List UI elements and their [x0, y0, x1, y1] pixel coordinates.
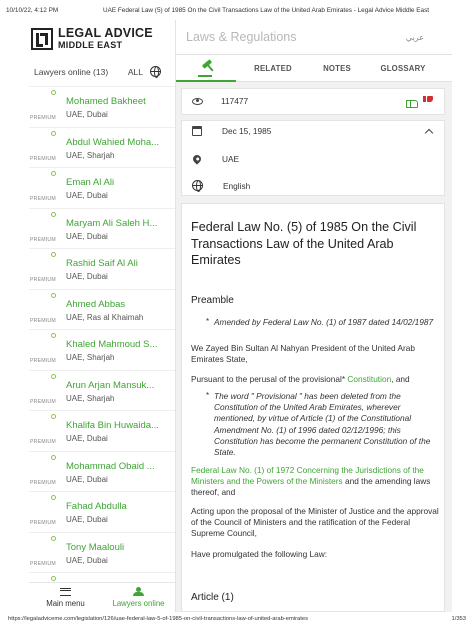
- gavel-base: [198, 75, 212, 77]
- lawyer-name[interactable]: Ahmed Abbas: [66, 298, 126, 310]
- lawyer-item[interactable]: [29, 209, 175, 250]
- lawyer-location: UAE, Sharjah: [66, 353, 115, 362]
- eye-icon: [192, 98, 203, 105]
- online-status-icon: [51, 252, 56, 257]
- lawyer-item[interactable]: [29, 168, 175, 209]
- lawyer-item[interactable]: [29, 371, 175, 412]
- lawyer-item[interactable]: [29, 411, 175, 452]
- thumbs-up-icon[interactable]: [406, 96, 416, 106]
- premium-badge: PREMIUM: [30, 277, 56, 283]
- lawyer-item[interactable]: [29, 87, 175, 128]
- lawyer-name[interactable]: Fahad Abdulla: [66, 501, 127, 512]
- lawyer-location: UAE, Dubai: [66, 474, 108, 484]
- page-title: Laws & Regulations: [186, 30, 297, 44]
- gavel-icon: [202, 59, 212, 68]
- print-title: UAE Federal Law (5) of 1985 On the Civil Transactions Law of the United Arab Emirates - Legal Advice Middle East: [102, 6, 430, 14]
- premium-badge: PREMIUM: [30, 236, 56, 243]
- law-language: English: [223, 180, 251, 191]
- lawyer-item[interactable]: [29, 452, 175, 493]
- law-country: UAE: [222, 154, 240, 164]
- online-status-icon: [51, 495, 56, 500]
- lawyer-name[interactable]: Khalifa Bin Huwaida...: [66, 420, 159, 431]
- online-status-icon: [51, 374, 56, 379]
- preamble-paragraph: Have promulgated the following Law:: [191, 549, 328, 559]
- person-icon: [133, 587, 144, 596]
- lawyer-name[interactable]: Abdul Wahied Moha...: [66, 136, 160, 148]
- lawyer-item[interactable]: [29, 128, 175, 169]
- online-status-icon: [51, 333, 56, 338]
- lawyer-item[interactable]: [29, 290, 175, 331]
- menu-icon: [60, 588, 71, 596]
- online-status-icon: [51, 576, 56, 581]
- logo-mark-icon: [31, 28, 53, 50]
- law-document: [181, 203, 445, 612]
- lawyer-location: UAE, Dubai: [66, 110, 108, 119]
- premium-badge: PREMIUM: [30, 358, 56, 364]
- lawyer-name[interactable]: Mohammad Obaid ...: [66, 460, 155, 472]
- lawyer-item[interactable]: [29, 492, 175, 533]
- lawyers-header: [29, 57, 175, 87]
- amendment-note: Amended by Federal Law No. (1) of 1987 dated 14/02/1987: [214, 317, 434, 327]
- filter-all-label: ALL: [127, 66, 143, 77]
- logo-line-1: LEGAL ADVICE: [58, 26, 153, 40]
- lawyer-list: [29, 87, 175, 612]
- lawyer-location: UAE, Dubai: [66, 555, 108, 565]
- premium-badge: PREMIUM: [30, 398, 56, 405]
- lawyer-name[interactable]: Tony Maalouli: [66, 541, 125, 553]
- article-heading: Article (1): [191, 592, 234, 603]
- lawyer-location: UAE, Dubai: [66, 515, 108, 524]
- constitution-link[interactable]: Constitution: [347, 374, 392, 384]
- lawyer-location: UAE, Ras al Khaimah: [66, 312, 144, 322]
- lawyer-name[interactable]: Maryam Ali Saleh H...: [66, 217, 158, 229]
- online-status-icon: [51, 171, 56, 176]
- law-details-card: [181, 120, 445, 196]
- chevron-up-icon[interactable]: [425, 128, 433, 136]
- online-status-icon: [51, 455, 56, 460]
- bottom-nav: [29, 582, 175, 612]
- thumbs-down-icon[interactable]: [423, 96, 433, 106]
- paragraph-text: and the amending laws thereof, and: [191, 476, 431, 498]
- lawyer-item[interactable]: [29, 330, 175, 371]
- print-date: 10/10/22, 4:12 PM: [6, 6, 59, 14]
- paragraph-text: , and: [391, 374, 410, 384]
- law-content-panel: [176, 20, 452, 612]
- views-count: 117477: [221, 96, 249, 106]
- lawyer-location: UAE, Dubai: [66, 272, 108, 281]
- preamble-paragraph: [191, 374, 443, 385]
- preamble-paragraph: Acting upon the proposal of the Minister of Justice and the approval of the Council of Ministers and the ratification of the Federal Supreme Council,: [191, 506, 439, 539]
- language-globe-icon: [192, 180, 203, 191]
- lawyer-item[interactable]: [29, 249, 175, 290]
- lawyer-item[interactable]: [29, 533, 175, 574]
- lawyer-name[interactable]: Arun Arjan Mansuk...: [66, 379, 155, 391]
- top-bar: [176, 20, 452, 55]
- lawyers-online-button[interactable]: [102, 583, 175, 612]
- online-status-icon: [51, 131, 56, 136]
- location-pin-icon: [191, 153, 202, 164]
- print-page-number: 1/353: [451, 616, 466, 622]
- preamble-heading: Preamble: [191, 295, 234, 306]
- tab-glossary[interactable]: GLOSSARY: [380, 63, 426, 73]
- lawyer-name[interactable]: Khaled Mahmoud S...: [66, 339, 158, 350]
- lawyer-location: UAE, Dubai: [66, 231, 108, 241]
- lawyer-location: UAE, Dubai: [66, 191, 108, 200]
- premium-badge: PREMIUM: [30, 439, 56, 445]
- arabic-language-link[interactable]: عربي: [405, 32, 424, 42]
- tab-related[interactable]: RELATED: [254, 63, 292, 73]
- premium-badge: PREMIUM: [30, 520, 56, 526]
- lawyers-online-label: Lawyers online: [112, 599, 165, 608]
- site-logo[interactable]: [29, 20, 175, 57]
- paragraph-text: Pursuant to the perusal of the provisional*: [191, 374, 346, 384]
- lawyers-sidebar: [29, 20, 176, 612]
- premium-badge: PREMIUM: [30, 155, 56, 162]
- filter-all-button[interactable]: [128, 66, 161, 77]
- lawyer-name[interactable]: Eman Al Ali: [66, 177, 115, 188]
- preamble-paragraph: [191, 465, 443, 499]
- tab-bar: [176, 55, 452, 82]
- premium-badge: PREMIUM: [30, 196, 56, 202]
- logo-line-2: MIDDLE EAST: [58, 40, 123, 50]
- premium-badge: PREMIUM: [30, 560, 56, 567]
- calendar-icon: [192, 126, 202, 136]
- lawyer-location: UAE, Sharjah: [66, 150, 115, 160]
- online-status-icon: [51, 536, 56, 541]
- print-header: [0, 0, 474, 20]
- print-url: https://legaladviceme.com/legislation/126/uae-federal-law-5-of-1985-on-civil-transactions-law-of-united-arab-emirates: [8, 616, 308, 622]
- premium-badge: PREMIUM: [30, 479, 56, 486]
- federal-law-link[interactable]: Federal Law No. (1) of 1972 Concerning the Jurisdictions of the Ministers and the Powers of the Ministers: [191, 465, 424, 487]
- preamble-paragraph: We Zayed Bin Sultan Al Nahyan President of the United Arab Emirates State,: [191, 343, 415, 365]
- lawyer-location: UAE, Sharjah: [66, 393, 115, 403]
- main-menu-label: Main menu: [46, 598, 85, 608]
- lawyer-name[interactable]: Mohamed Bakheet: [66, 96, 146, 107]
- print-footer: [0, 612, 474, 626]
- premium-badge: PREMIUM: [30, 115, 56, 121]
- law-date: Dec 15, 1985: [222, 126, 272, 136]
- online-status-icon: [51, 212, 56, 217]
- document-title: Federal Law No. (5) of 1985 On the Civil Transactions Law of the United Arab Emirates: [191, 220, 417, 267]
- online-status-icon: [51, 90, 56, 95]
- lawyers-online-count: Lawyers online (13): [34, 66, 109, 77]
- footnote-star: *: [206, 391, 210, 400]
- lawyer-location: UAE, Dubai: [66, 434, 108, 443]
- premium-badge: PREMIUM: [30, 317, 56, 324]
- globe-icon[interactable]: [150, 66, 161, 77]
- tab-notes[interactable]: NOTES: [323, 63, 351, 73]
- stats-card: [181, 88, 445, 115]
- online-status-icon: [51, 414, 56, 419]
- tab-law[interactable]: [176, 55, 236, 82]
- lawyer-name[interactable]: Rashid Saif Al Ali: [66, 258, 138, 269]
- main-menu-button[interactable]: [29, 583, 102, 612]
- footnote-star: *: [206, 317, 210, 326]
- online-status-icon: [51, 293, 56, 298]
- constitution-note: The word " Provisional " has been deleted from the Constitution of the United Arab Emirates, wherever mentioned, by virtue of Article (1) of the Constitutional Amendment No. (1) of 1996 dated 02/12/1996; this Constitution has become the permanent Constitution of the State.: [214, 391, 431, 458]
